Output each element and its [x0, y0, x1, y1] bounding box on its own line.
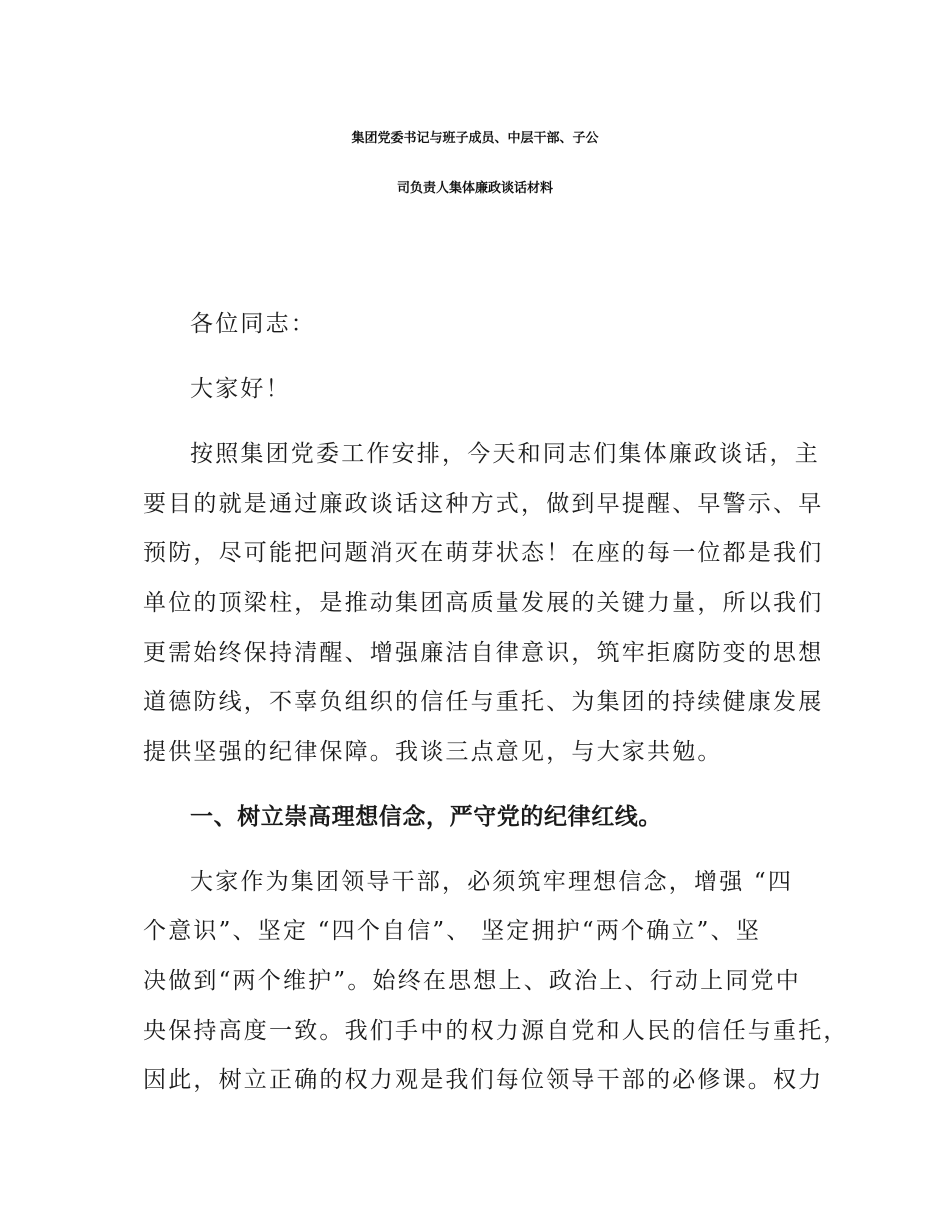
greeting: 大家好！ [190, 376, 291, 402]
paragraph-1-line: 单位的顶梁柱，是推动集团高质量发展的关键力量，所以我们 [143, 590, 824, 616]
paragraph-1-line: 更需始终保持清醒、增强廉洁自律意识，筑牢拒腐防变的思想 [143, 640, 824, 666]
paragraph-1-line: 要目的就是通过廉政谈话这种方式，做到早提醒、早警示、早 [143, 491, 824, 517]
paragraph-2-line: 因此，树立正确的权力观是我们每位领导干部的必修课。权力 [143, 1067, 824, 1093]
paragraph-2-line: 个意识”、坚定 “四个自信”、 坚定拥护“两个确立”、坚 [143, 918, 762, 944]
paragraph-1-line: 预防，尽可能把问题消灭在萌芽状态！在座的每一位都是我们 [143, 540, 824, 566]
document-title-line-2: 司负责人集体廉政谈话材料 [396, 181, 553, 196]
paragraph-2-line: 央保持高度一致。我们手中的权力源自党和人民的信任与重托， [143, 1018, 849, 1044]
section-1-heading: 一、树立崇高理想信念，严守党的纪律红线。 [190, 804, 662, 830]
paragraph-1-line: 道德防线，不辜负组织的信任与重托、为集团的持续健康发展 [143, 689, 824, 715]
document-title-line-1: 集团党委书记与班子成员、中层干部、子公 [351, 131, 599, 146]
salutation: 各位同志： [190, 311, 316, 337]
paragraph-2-line: 决做到“两个维护”。始终在思想上、政治上、行动上同党中 [143, 968, 801, 994]
paragraph-1-line: 提供坚强的纪律保障。我谈三点意见，与大家共勉。 [143, 739, 723, 765]
paragraph-1-line: 按照集团党委工作安排，今天和同志们集体廉政谈话，主 [190, 441, 820, 467]
paragraph-2-line: 大家作为集团领导干部，必须筑牢理想信念，增强 “四 [190, 869, 794, 895]
